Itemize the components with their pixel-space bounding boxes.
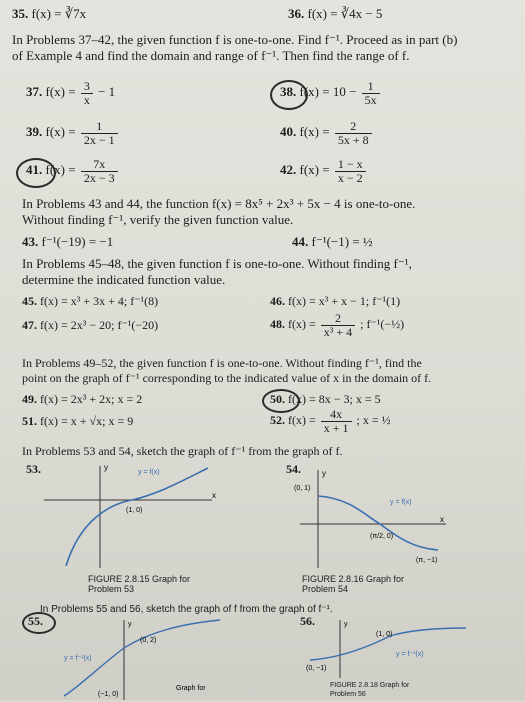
problem-expression: f(x) = 2x³ − 20; f⁻¹(−20) xyxy=(40,318,159,332)
figure-2-8-15-graph xyxy=(40,460,220,570)
problem-expression: f(x) = x + √x; x = 9 xyxy=(40,414,134,428)
numerator: 1 xyxy=(362,80,380,94)
numerator: 7x xyxy=(81,158,118,172)
problem-number: 37. xyxy=(26,84,43,99)
denominator: 5x xyxy=(364,92,377,107)
problem-40 xyxy=(280,118,374,147)
problem-expression: f⁻¹(−1) = ½ xyxy=(311,234,373,249)
curve-label: y = f(x) xyxy=(138,469,160,476)
problem-44 xyxy=(292,234,373,249)
instructions-37-42-line1: In Problems 37–42, the given function f is one-to-one. Find f⁻¹. Proceed as in part (b) xyxy=(12,32,458,47)
x-axis-label: x xyxy=(440,515,444,524)
curve-label: y = f⁻¹(x) xyxy=(396,651,424,658)
y-axis-label: y xyxy=(128,621,132,628)
point-label: (π/2, 0) xyxy=(370,533,394,540)
fraction xyxy=(321,312,355,339)
denominator: 2x − 3 xyxy=(83,170,115,185)
problem-56: 56. xyxy=(300,614,315,628)
problem-41 xyxy=(26,156,120,185)
problem-number: 41. xyxy=(26,162,43,177)
instructions-53-54: In Problems 53 and 54, sketch the graph of f⁻¹ from the graph of f. xyxy=(22,444,343,458)
denominator: 2x − 1 xyxy=(83,132,115,147)
curve-f xyxy=(66,468,208,566)
point-label: (π, −1) xyxy=(416,557,438,564)
problem-expression: f(x) = ∛4x − 5 xyxy=(307,6,383,21)
problem-expression: f(x) = 8x − 3; x = 5 xyxy=(288,392,381,406)
point-label: (0, −1) xyxy=(306,665,327,672)
problem-number: 49. xyxy=(22,392,37,406)
instructions-55-56: In Problems 55 and 56, sketch the graph of f from the graph of f⁻¹. xyxy=(40,604,333,615)
problem-38 xyxy=(280,78,382,107)
curve-label: y = f⁻¹(x) xyxy=(64,655,92,662)
problem-42 xyxy=(280,156,368,185)
figure-2-8-16-graph xyxy=(290,460,450,570)
problem-lhs: f(x) = xyxy=(299,124,330,139)
instructions-45-48-line2: determine the indicated function value. xyxy=(22,272,226,287)
problem-expression: f(x) = 2x³ + 2x; x = 2 xyxy=(40,392,143,406)
problem-number: 45. xyxy=(22,294,37,308)
denominator: x xyxy=(83,92,90,107)
problem-number: 52. xyxy=(270,413,285,427)
instructions-49-52-line2: point on the graph of f⁻¹ corresponding to the indicated value of x in the domain of f. xyxy=(22,371,432,385)
problem-48 xyxy=(270,310,404,339)
denominator: x − 2 xyxy=(337,170,363,185)
problem-53: 53. xyxy=(26,462,41,476)
problem-rest: ; x = ½ xyxy=(356,413,391,427)
problem-35 xyxy=(12,6,86,21)
y-axis-label: y xyxy=(322,469,326,478)
problem-51 xyxy=(22,414,133,429)
problem-expression: f(x) = x³ + 3x + 4; f⁻¹(8) xyxy=(40,294,159,308)
problem-lhs: f(x) = xyxy=(45,124,76,139)
problem-number: 44. xyxy=(292,234,309,249)
problem-37 xyxy=(26,78,115,107)
fraction xyxy=(335,120,372,147)
problem-rest: − 1 xyxy=(98,84,116,99)
fraction xyxy=(81,120,118,147)
figure-2-8-18-caption-line1: FIGURE 2.8.18 Graph for xyxy=(330,682,410,689)
problem-lhs: f(x) = xyxy=(288,317,316,331)
instructions-43-44-line1: In Problems 43 and 44, the function f(x) = 8x⁵ + 2x³ + 5x − 4 is one-to-one. xyxy=(22,196,416,211)
fraction xyxy=(321,408,352,435)
figure-2-8-16-caption-line1: FIGURE 2.8.16 Graph for xyxy=(302,574,405,584)
problem-lhs: f(x) = xyxy=(288,413,316,427)
point-label: (−1, 0) xyxy=(98,691,119,698)
problem-expression: f(x) = x³ + x − 1; f⁻¹(1) xyxy=(288,294,401,308)
problem-36 xyxy=(288,6,382,21)
figure-caption: Graph for xyxy=(176,685,206,692)
denominator: x + 1 xyxy=(323,420,349,435)
figure-2-8-18-graph xyxy=(300,616,470,678)
point-label: (1, 0) xyxy=(376,631,393,638)
problem-47 xyxy=(22,318,158,333)
denominator: 5x + 8 xyxy=(337,132,369,147)
figure-2-8-16-caption-line2: Problem 54 xyxy=(302,584,349,594)
instructions-49-52-line1: In Problems 49–52, the given function f is one-to-one. Without finding f⁻¹, find the xyxy=(22,356,422,370)
instructions-45-48-line1: In Problems 45–48, the given function f is one-to-one. Without finding f⁻¹, xyxy=(22,256,412,271)
y-axis-label: y xyxy=(344,621,348,628)
problem-lhs: f(x) = xyxy=(45,84,76,99)
fraction xyxy=(335,158,366,185)
problem-rest: ; f⁻¹(−½) xyxy=(360,317,405,331)
instructions-43-44-line2: Without finding f⁻¹, verify the given function value. xyxy=(22,212,294,227)
problem-55: 55. xyxy=(28,614,43,628)
numerator: 1 xyxy=(81,120,118,134)
problem-expression: f⁻¹(−19) = −1 xyxy=(41,234,114,249)
point-label: (0, 1) xyxy=(294,485,311,492)
problem-49 xyxy=(22,392,142,407)
figure-2-8-15-caption-line1: FIGURE 2.8.15 Graph for xyxy=(88,574,191,584)
problem-number: 42. xyxy=(280,162,297,177)
problem-lhs: f(x) = 10 − xyxy=(299,84,357,99)
x-axis-label: x xyxy=(212,491,216,500)
problem-52 xyxy=(270,406,391,435)
curve-f xyxy=(318,496,438,550)
instructions-37-42-line2: of Example 4 and find the domain and range of f⁻¹. Then find the range of f. xyxy=(12,48,410,63)
problem-number: 43. xyxy=(22,234,39,249)
y-axis-label: y xyxy=(104,463,108,472)
problem-lhs: f(x) = xyxy=(299,162,330,177)
fraction xyxy=(362,80,380,107)
numerator: 4x xyxy=(321,408,352,422)
point-label: (0, 2) xyxy=(140,637,157,644)
problem-number: 38. xyxy=(280,84,297,99)
problem-expression: f(x) = ∛7x xyxy=(31,6,87,21)
numerator: 2 xyxy=(321,312,355,326)
figure-2-8-18-caption-line2: Problem 56 xyxy=(330,691,366,698)
curve-label: y = f(x) xyxy=(390,499,412,506)
problem-54: 54. xyxy=(286,462,301,476)
problem-45 xyxy=(22,294,158,309)
problem-number: 46. xyxy=(270,294,285,308)
problem-number: 36. xyxy=(288,6,305,21)
problem-number: 47. xyxy=(22,318,37,332)
figure-2-8-17-graph xyxy=(60,616,260,700)
numerator: 1 − x xyxy=(335,158,366,172)
fraction xyxy=(81,80,93,107)
figure-2-8-15-caption-line2: Problem 53 xyxy=(88,584,135,594)
problem-number: 40. xyxy=(280,124,297,139)
problem-number: 35. xyxy=(12,6,29,21)
problem-46 xyxy=(270,294,400,309)
numerator: 3 xyxy=(81,80,93,94)
problem-43 xyxy=(22,234,113,249)
problem-lhs: f(x) = xyxy=(45,162,76,177)
denominator: x³ + 4 xyxy=(323,324,353,339)
fraction xyxy=(81,158,118,185)
problem-number: 39. xyxy=(26,124,43,139)
problem-number: 51. xyxy=(22,414,37,428)
problem-50 xyxy=(270,392,381,407)
problem-39 xyxy=(26,118,120,147)
point-label: (1, 0) xyxy=(126,507,143,514)
problem-number: 50. xyxy=(270,392,285,406)
numerator: 2 xyxy=(335,120,372,134)
problem-number: 48. xyxy=(270,317,285,331)
